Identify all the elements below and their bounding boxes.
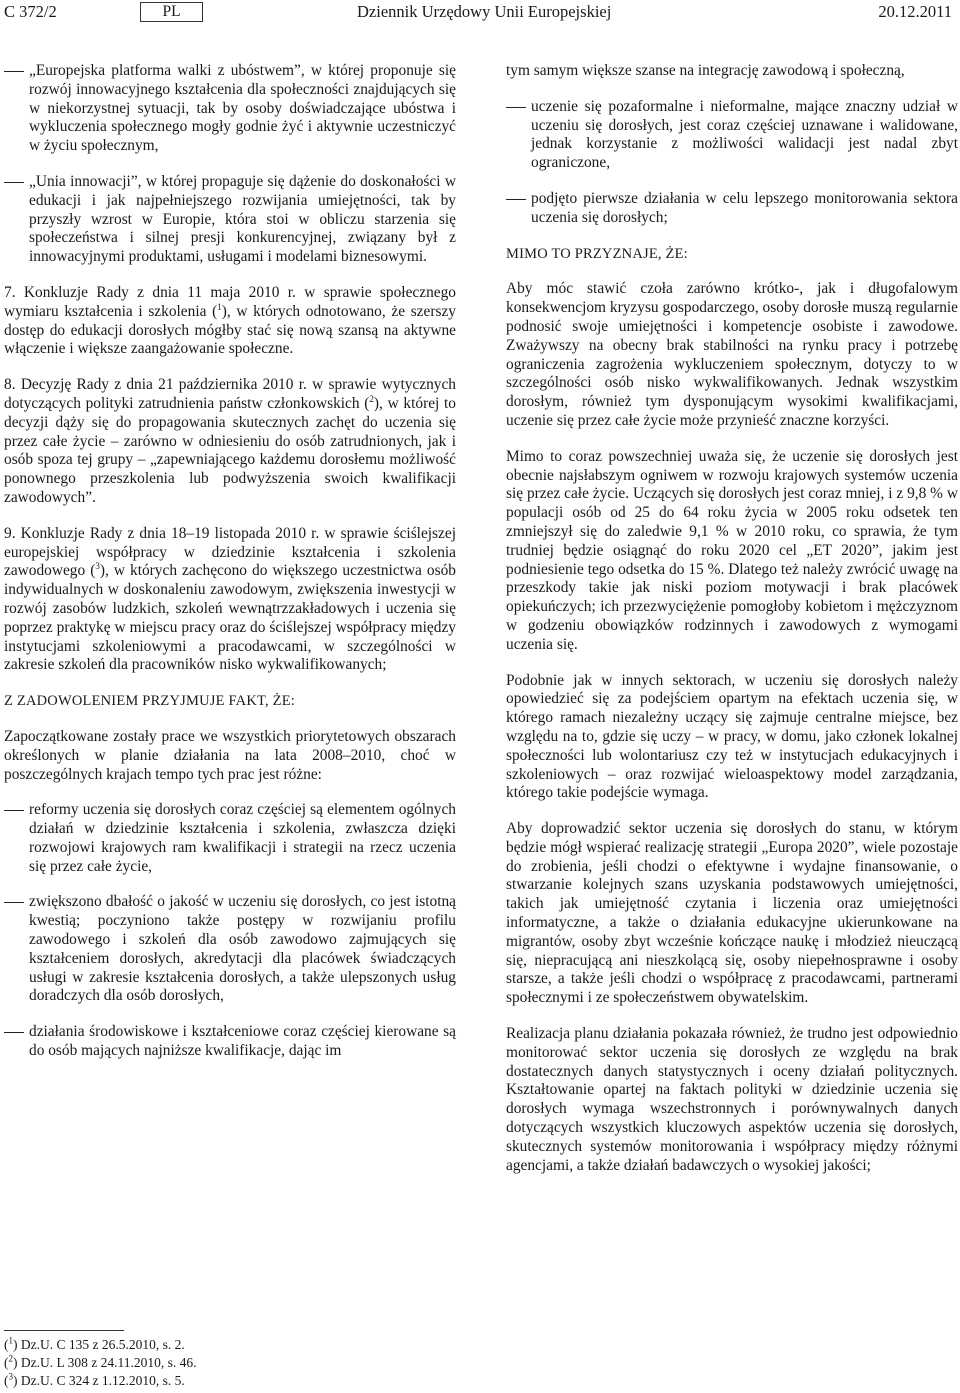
dash-list-item (4, 173, 456, 267)
paragraph-text: 8. Decyzję Rady z dnia 21 października 2010 r. w sprawie wytycznych dotyczących polityki zatrudnienia państw członkowskich ( (4, 376, 456, 412)
dash-marker (4, 71, 24, 72)
dash-marker (506, 199, 526, 200)
paragraph-text: 9. Konkluzje Rady z dnia 18–19 listopada 2010 r. w sprawie ściślejszej europejskiej współpracy w dziedzinie kształcenia i szkolenia zawodowego ( (4, 524, 456, 580)
paragraph-text-continued: ), w której to decyzji dąży się do propagowania skutecznych zachęt do uczenia się przez całe życie – zarówno w odniesieniu do osób zatrudnionych, jak i osób spoza tej grupy – „zapewniającego każdemu dorosłemu możliwość ponownego przeszkolenia lub podwyższenia swoich kwalifikacji zawodowych”. (4, 394, 456, 506)
dash-list-item (506, 98, 958, 173)
paragraph: Podobnie jak w innych sektorach, w uczeniu się dorosłych należy opowiedzieć się za podejściem opartym na efektach uczenia się, w którego ramach niezależny uczący się zajmuje centralne miejsce, bez względu na to, gdzie się uczy – w pracy, w domu, jako członek lokalnej społeczności lub wolontariusz czy też w instytucjach edukacyjnych i szkoleniowych – oraz rozwijać wieloaspektowy model zarządzania, którego takie podejście wymaga. (506, 671, 958, 802)
list-item-text: uczenie się pozaformalne i nieformalne, mające znaczny udział w uczeniu się dorosłych, jest coraz częściej uznawane i walidowane, jednak korzystanie z możliwości walidacji jest nadal zbyt ograniczone, (531, 97, 958, 172)
list-item-text: „Europejska platforma walki z ubóstwem”, w której proponuje się rozwój innowacyjnego kształcenia dla społeczności znajdujących się w niekorzystnej sytuacji, tak by osoby doświadczające ubóstwa i wykluczenia społecznego mogły godnie żyć i aktywnie uczestniczyć w życiu społecznym, (29, 62, 456, 155)
footnote-reference: 1 (217, 301, 222, 312)
footnote: ($^3$) Dz.U. C 324 z 1.12.2010, s. 5. (4, 1371, 185, 1388)
numbered-paragraph (4, 525, 456, 675)
dash-list-item (4, 893, 456, 1006)
journal-title: Dziennik Urzędowy Unii Europejskiej (357, 2, 612, 21)
dash-list-item (506, 190, 958, 228)
language-badge: PL (140, 2, 203, 22)
dash-marker (4, 1032, 24, 1033)
dash-list-item (4, 801, 456, 876)
dash-marker (4, 182, 24, 183)
footnote-reference: 2 (369, 393, 374, 404)
dash-marker (506, 107, 526, 108)
dash-marker (4, 810, 24, 811)
paragraph: Mimo to coraz powszechniej uważa się, że uczenie się dorosłych jest obecnie najsłabszym ogniwem w rozwoju krajowych systemów uczenia się przez całe życie. Uczących się dorosłych jest coraz mniej, i z 9,8 % w populacji osób od 25 do 64 roku życia w 2005 roku odsetek ten zmniejszył się do zaledwie 9,1 % w 2010 roku, co sprawia, że tym trudniej będzie osiągnąć do roku 2020 cel „ET 2020”, jakim jest podniesienie tego odsetka do 15 %. Dlatego też należy zwrócić uwagę na przeszkody takie jak niski poziom motywacji i brak placówek opiekuńczych; ich przezwyciężenie pomogłoby kobietom i mężczyznom w godzeniu obowiązków rodzinnych i zawodowych z wymogami uczenia się. (506, 447, 958, 653)
left-column (4, 62, 456, 1078)
list-item-text: „Unia innowacji”, w której propaguje się dążenie do doskonałości w edukacji i jak najpełniejszego rozwijania umiejętności, tak by przyszły wzrost w Europie, która stoi w obliczu starzenia się społeczeństwa i silnej presji konkurencyjnej, związany był z innowacyjnymi produktami, usługami i modelami biznesowymi. (29, 172, 456, 266)
paragraph: Zapoczątkowane zostały prace we wszystkich priorytetowych obszarach określonych w planie działania na lata 2008–2010, choć w poszczególnych krajach tempo tych prac jest różne: (4, 727, 456, 783)
paragraph-text-continued: ), w których odnotowano, że szerszy dostęp do edukacji dorosłych mógłby stać się nową szansą na aktywne włączenie i większe zaangażowanie społeczne. (4, 302, 456, 358)
dash-marker (4, 902, 24, 903)
footnote-number: 3 (8, 1371, 13, 1382)
numbered-paragraph (4, 376, 456, 508)
list-item-text: podjęto pierwsze działania w celu lepszego monitorowania sektora uczenia się dorosłych; (531, 189, 958, 226)
list-item-text: zwiększono dbałość o jakość w uczeniu się dorosłych, co jest istotną kwestią; poczyniono także postępy w rozwijaniu profilu zawodowego i szkoleń dla osób zawodowo zajmujących się kształceniem dorosłych, akredytacji dla placówek świadczących usługi w zakresie kształcenia dorosłych, a także ulepszonych usług doradczych dla osób dorosłych, (29, 893, 456, 1005)
list-item-text: reformy uczenia się dorosłych coraz częściej są elementem ogólnych działań w dziedzinie kształcenia i szkolenia, zwłaszcza dzięki rozwojowi krajowych ram kwalifikacji i strategii na rzecz uczenia się przez całe życie, (29, 801, 456, 875)
footnote-reference: 3 (95, 561, 100, 572)
paragraph: Realizacja planu działania pokazała również, że trudno jest odpowiednio monitorować sektor uczenia się dorosłych ze względu na brak dostatecznych danych statystycznych i oceny działań politycznych. Kształtowanie opartej na faktach polityki w dziedzinie uczenia się dorosłych wymaga wszechstronnych i porównywalnych danych dotyczących wszystkich kluczowych aspektów uczenia się dorosłych, skutecznych systemów monitorowania i współpracy między różnymi agencjami, a także działań badawczych o wysokiej jakości; (506, 1025, 958, 1174)
paragraph: Aby móc stawić czoła zarówno krótko-, jak i długofalowym konsekwencjom kryzysu gospodarczego, osoby dorosłe muszą regularnie podnosić swoje umiejętności i kompetencje osobiste i zawodowe. Zważywszy na obecny brak stabilności na rynku pracy i potrzebę ograniczenia zagrożenia wykluczeniem społecznym, dotyczy to w szczególności osób nisko wykwalifikowanych. Jednak wszystkim dorosłym, również tym dysponującym wysokimi kwalifikacjami, uczenie się przez całe życie może przynieść znaczne korzyści. (506, 280, 958, 429)
right-column (506, 62, 958, 1192)
paragraph-text-continued: ), w których zachęcono do większego uczestnictwa osób indywidualnych w doskonaleniu zawodowym, zwiększenia inwestycji w rozwój zasobów ludzkich, szkoleń wewnątrzzakładowych i uczenia się poprzez praktykę w miejscu pracy oraz do ściślejszej współpracy między instytucjami szkoleniowymi a pracodawcami, w szczególności w zakresie szkoleń dla pracowników nisko wykwalifikowanych; (4, 562, 456, 674)
paragraph: tym samym większe szanse na integrację zawodową i społeczną, (506, 62, 905, 79)
paragraph: Aby doprowadzić sektor uczenia się dorosłych do stanu, w którym będzie mógł wspierać realizację strategii „Europa 2020”, wiele pozostaje do zrobienia, jeśli chodzi o efektywne i wydajne finansowanie, o stwarzanie kolejnych szans uzyskania podstawowych umiejętności, takich jak umiejętność czytania i liczenia oraz umiejętności informatyczne, a także o działania edukacyjne ukierunkowane na migrantów, osoby zbyt wcześnie kończące naukę i młodzież nieuczącą się, niepracującą ani nieszkolącą się, osoby niepełnosprawne i osoby starsze, a także jeśli chodzi o współpracę z pracodawcami, partnerami społecznymi i ze społeczeństwem obywatelskim. (506, 820, 958, 1007)
footnote-text: Dz.U. L 308 z 24.11.2010, s. 46. (20, 1355, 197, 1370)
footnote-text: Dz.U. C 324 z 1.12.2010, s. 5. (20, 1373, 185, 1388)
footnote-number: 2 (8, 1353, 13, 1364)
page-header (4, 2, 956, 24)
footnote-text: Dz.U. C 135 z 26.5.2010, s. 2. (20, 1337, 185, 1352)
footnote-separator (4, 1330, 124, 1331)
dash-list-item (4, 1023, 456, 1061)
footnote-number: 1 (8, 1335, 13, 1346)
list-item-text: działania środowiskowe i kształceniowe coraz częściej kierowane są do osób mających najniższe kwalifikacje, dając im (29, 1023, 456, 1060)
footnote: ($^1$) Dz.U. C 135 z 26.5.2010, s. 2. (4, 1335, 185, 1352)
section-heading: MIMO TO PRZYZNAJE, ŻE: (506, 245, 688, 262)
section-heading: Z ZADOWOLENIEM PRZYJMUJE FAKT, ŻE: (4, 693, 296, 710)
paragraph-text: 7. Konkluzje Rady z dnia 11 maja 2010 r. w sprawie społecznego wymiaru kształcenia i szkolenia ( (4, 283, 456, 320)
footnote: ($^2$) Dz.U. L 308 z 24.11.2010, s. 46. (4, 1353, 197, 1370)
numbered-paragraph (4, 284, 456, 359)
dash-list-item (4, 62, 456, 156)
journal-reference: C 372/2 (4, 2, 57, 21)
publication-date: 20.12.2011 (878, 2, 952, 21)
